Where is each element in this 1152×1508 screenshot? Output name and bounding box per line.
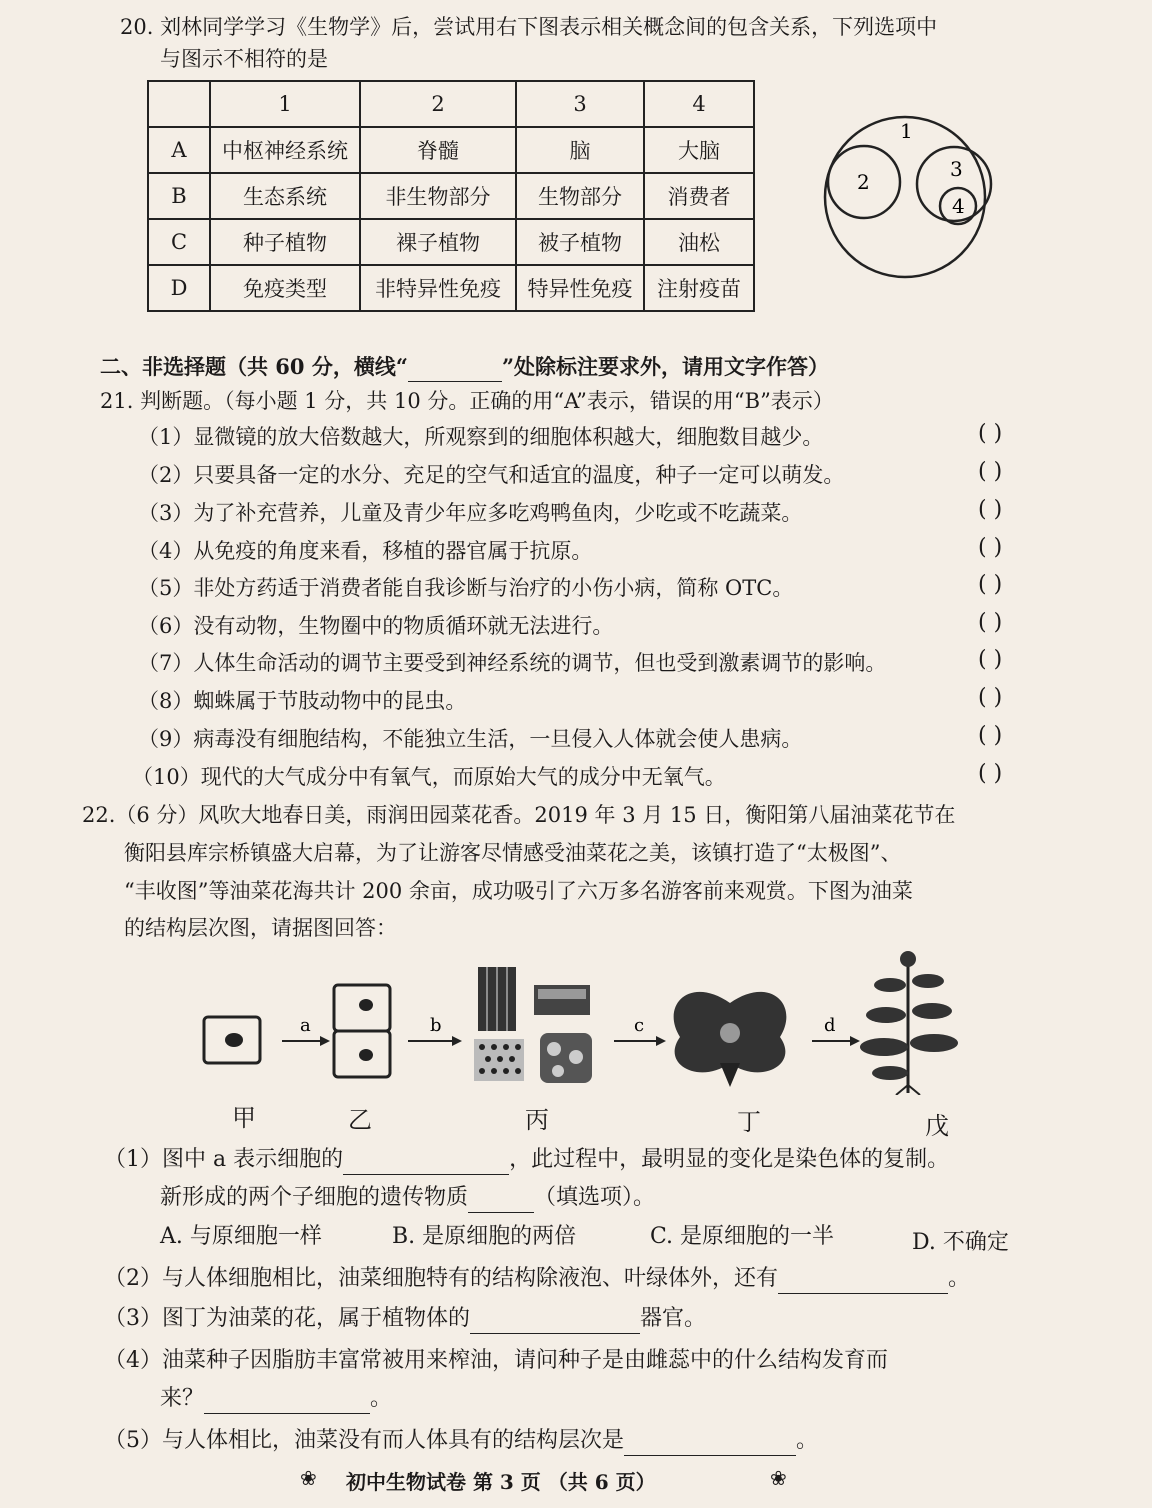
q22-sub-2-text-b: 。 — [948, 1266, 971, 1291]
table-cell: 种子植物 — [210, 219, 360, 265]
table-cell: 免疫类型 — [210, 265, 360, 311]
stage-label-wu: 戊 — [925, 1112, 949, 1140]
arrow-a — [282, 1036, 330, 1046]
stage-label-ding: 丁 — [737, 1108, 761, 1136]
table-cell: 生物部分 — [516, 173, 644, 219]
option-a: A. 与原细胞一样 — [160, 1224, 322, 1249]
table-cell: 被子植物 — [516, 219, 644, 265]
table-row — [148, 219, 754, 265]
stage-label-yi: 乙 — [348, 1106, 372, 1134]
plant-wu-illustration — [860, 951, 958, 1095]
footer-ornament-left: ❀ — [300, 1466, 317, 1490]
table-cell: 大脑 — [644, 127, 754, 173]
q21-item-4: （4）从免疫的角度来看，移植的器官属于抗原。 — [138, 539, 593, 563]
q21-item-7: （7）人体生命活动的调节主要受到神经系统的调节，但也受到激素调节的影响。 — [138, 651, 887, 675]
arrow-b-label: b — [430, 1015, 442, 1036]
table-row — [148, 173, 754, 219]
cells-yi-illustration — [334, 985, 390, 1077]
structure-levels-figure — [190, 945, 990, 1095]
circle-1-label: 1 — [900, 119, 913, 143]
cell-jia-illustration — [204, 1017, 260, 1063]
arrow-c-label: c — [634, 1015, 645, 1036]
section-2-blank — [408, 359, 502, 382]
q22-sub-4-line-2 — [160, 1384, 392, 1414]
tissues-bing-illustration — [474, 967, 592, 1083]
option-b: B. 是原细胞的两倍 — [392, 1224, 577, 1249]
q21-item-3: （3）为了补充营养，儿童及青少年应多吃鸡鸭鱼肉，少吃或不吃蔬菜。 — [138, 501, 803, 525]
arrow-d — [812, 1036, 860, 1046]
answer-paren[interactable]: ( ) — [978, 421, 1003, 446]
table-header-cell: 4 — [644, 81, 754, 127]
stage-label-bing: 丙 — [525, 1106, 549, 1134]
q22-paragraph-2: 衡阳县库宗桥镇盛大启幕，为了让游客尽情感受油菜花之美，该镇打造了“太极图”、 — [124, 841, 902, 865]
q22-paragraph-1: 22.（6 分）风吹大地春日美，雨润田园菜花香。2019 年 3 月 15 日，衡阳第八届油菜花节在 — [82, 803, 956, 827]
table-cell: 非生物部分 — [360, 173, 516, 219]
section-2-heading — [100, 352, 829, 382]
answer-blank[interactable] — [468, 1190, 534, 1213]
q21-item-6: （6）没有动物，生物圈中的物质循环就无法进行。 — [138, 614, 614, 638]
answer-blank[interactable] — [624, 1433, 796, 1456]
table-header-row — [148, 81, 754, 127]
q22-sub-4-text-c: 。 — [370, 1386, 393, 1411]
arrow-a-label: a — [300, 1015, 311, 1036]
arrow-b — [408, 1036, 462, 1046]
circle-4-label: 4 — [952, 194, 965, 218]
q22-sub-5-text-a: （5）与人体相比，油菜没有而人体具有的结构层次是 — [104, 1428, 624, 1453]
answer-blank[interactable] — [778, 1271, 948, 1294]
q22-paragraph-4: 的结构层次图，请据图回答： — [124, 916, 397, 940]
table-header-cell: 1 — [210, 81, 360, 127]
inclusion-diagram — [810, 112, 1010, 282]
q22-sub-1-text-a: （1）图中 a 表示细胞的 — [104, 1147, 344, 1172]
q22-sub-2-text-a: （2）与人体细胞相比，油菜细胞特有的结构除液泡、叶绿体外，还有 — [104, 1266, 778, 1291]
q22-sub-1-text-c: 新形成的两个子细胞的遗传物质 — [160, 1185, 469, 1210]
table-header-cell — [148, 81, 210, 127]
answer-paren[interactable]: ( ) — [978, 761, 1003, 786]
option-c: C. 是原细胞的一半 — [650, 1224, 835, 1249]
q21-title: 21. 判断题。（每小题 1 分，共 10 分。正确的用“A”表示，错误的用“B”表示） — [100, 389, 834, 413]
flower-ding-illustration — [674, 992, 787, 1087]
q22-sub-1 — [104, 1145, 949, 1175]
q22-sub-5 — [104, 1426, 818, 1456]
q22-sub-3-text-a: （3）图丁为油菜的花，属于植物体的 — [104, 1306, 470, 1331]
circle-3-label: 3 — [950, 157, 963, 181]
table-cell: 油松 — [644, 219, 754, 265]
q22-sub-3 — [104, 1304, 706, 1334]
q21-item-8: （8）蜘蛛属于节肢动物中的昆虫。 — [138, 689, 467, 713]
table-header-cell: 2 — [360, 81, 516, 127]
footer-ornament-right: ❀ — [770, 1466, 787, 1490]
table-cell: 裸子植物 — [360, 219, 516, 265]
arrow-c — [614, 1036, 666, 1046]
q22-sub-2 — [104, 1264, 970, 1294]
q22-paragraph-3: “丰收图”等油菜花海共计 200 余亩，成功吸引了六万多名游客前来观赏。下图为油菜 — [124, 879, 913, 903]
table-cell: 非特异性免疫 — [360, 265, 516, 311]
table-cell: 中枢神经系统 — [210, 127, 360, 173]
q22-sub-1-line-2 — [160, 1183, 655, 1213]
table-header-cell: 3 — [516, 81, 644, 127]
q22-sub-1-text-b: ，此过程中，最明显的变化是染色体的复制。 — [509, 1147, 950, 1172]
table-cell: 特异性免疫 — [516, 265, 644, 311]
q22-sub-4: （4）油菜种子因脂肪丰富常被用来榨油，请问种子是由雌蕊中的什么结构发育而 — [104, 1348, 888, 1373]
answer-paren[interactable]: ( ) — [978, 610, 1003, 635]
q22-sub-3-text-b: 器官。 — [640, 1306, 707, 1331]
table-cell: 生态系统 — [210, 173, 360, 219]
q22-sub-1-text-d: （填选项）。 — [534, 1185, 656, 1210]
table-row — [148, 265, 754, 311]
q20-line-1: 20. 刘林同学学习《生物学》后，尝试用右下图表示相关概念间的包含关系，下列选项中 — [120, 15, 938, 39]
concept-table — [147, 80, 755, 312]
table-cell: C — [148, 219, 210, 265]
q21-item-1: （1）显微镜的放大倍数越大，所观察到的细胞体积越大，细胞数目越少。 — [138, 425, 824, 449]
q21-item-2: （2）只要具备一定的水分、充足的空气和适宜的温度，种子一定可以萌发。 — [138, 463, 845, 487]
table-cell: 消费者 — [644, 173, 754, 219]
answer-paren[interactable]: ( ) — [978, 723, 1003, 748]
answer-paren[interactable]: ( ) — [978, 535, 1003, 560]
table-cell: A — [148, 127, 210, 173]
answer-blank[interactable] — [343, 1152, 509, 1175]
table-cell: 脑 — [516, 127, 644, 173]
q22-sub-4-text-b: 来？ — [160, 1386, 205, 1411]
section-2-heading-post: ”处除标注要求外，请用文字作答） — [501, 354, 830, 379]
footer-page-label: 初中生物试卷 第 3 页 （共 6 页） — [346, 1470, 656, 1494]
section-2-heading-pre: 二、非选择题（共 60 分，横线“ — [100, 354, 408, 379]
answer-blank[interactable] — [470, 1311, 640, 1334]
stage-label-jia: 甲 — [232, 1104, 256, 1132]
table-cell: B — [148, 173, 210, 219]
q21-item-9: （9）病毒没有细胞结构，不能独立生活，一旦侵入人体就会使人患病。 — [138, 727, 803, 751]
table-cell: 脊髓 — [360, 127, 516, 173]
answer-paren[interactable]: ( ) — [978, 497, 1003, 522]
arrow-d-label: d — [824, 1015, 836, 1036]
q21-item-5: （5）非处方药适于消费者能自我诊断与治疗的小伤小病，简称 OTC。 — [138, 576, 794, 600]
answer-blank[interactable] — [204, 1391, 370, 1414]
table-cell: 注射疫苗 — [644, 265, 754, 311]
table-row — [148, 127, 754, 173]
option-d: D. 不确定 — [912, 1230, 1009, 1255]
answer-paren[interactable]: ( ) — [978, 647, 1003, 672]
q22-sub-5-text-b: 。 — [796, 1428, 819, 1453]
answer-paren[interactable]: ( ) — [978, 685, 1003, 710]
q21-item-10: （10）现代的大气成分中有氧气，而原始大气的成分中无氧气。 — [132, 765, 726, 789]
circle-2-label: 2 — [857, 170, 870, 194]
answer-paren[interactable]: ( ) — [978, 459, 1003, 484]
answer-paren[interactable]: ( ) — [978, 572, 1003, 597]
q20-line-2: 与图示不相符的是 — [160, 47, 328, 71]
table-cell: D — [148, 265, 210, 311]
